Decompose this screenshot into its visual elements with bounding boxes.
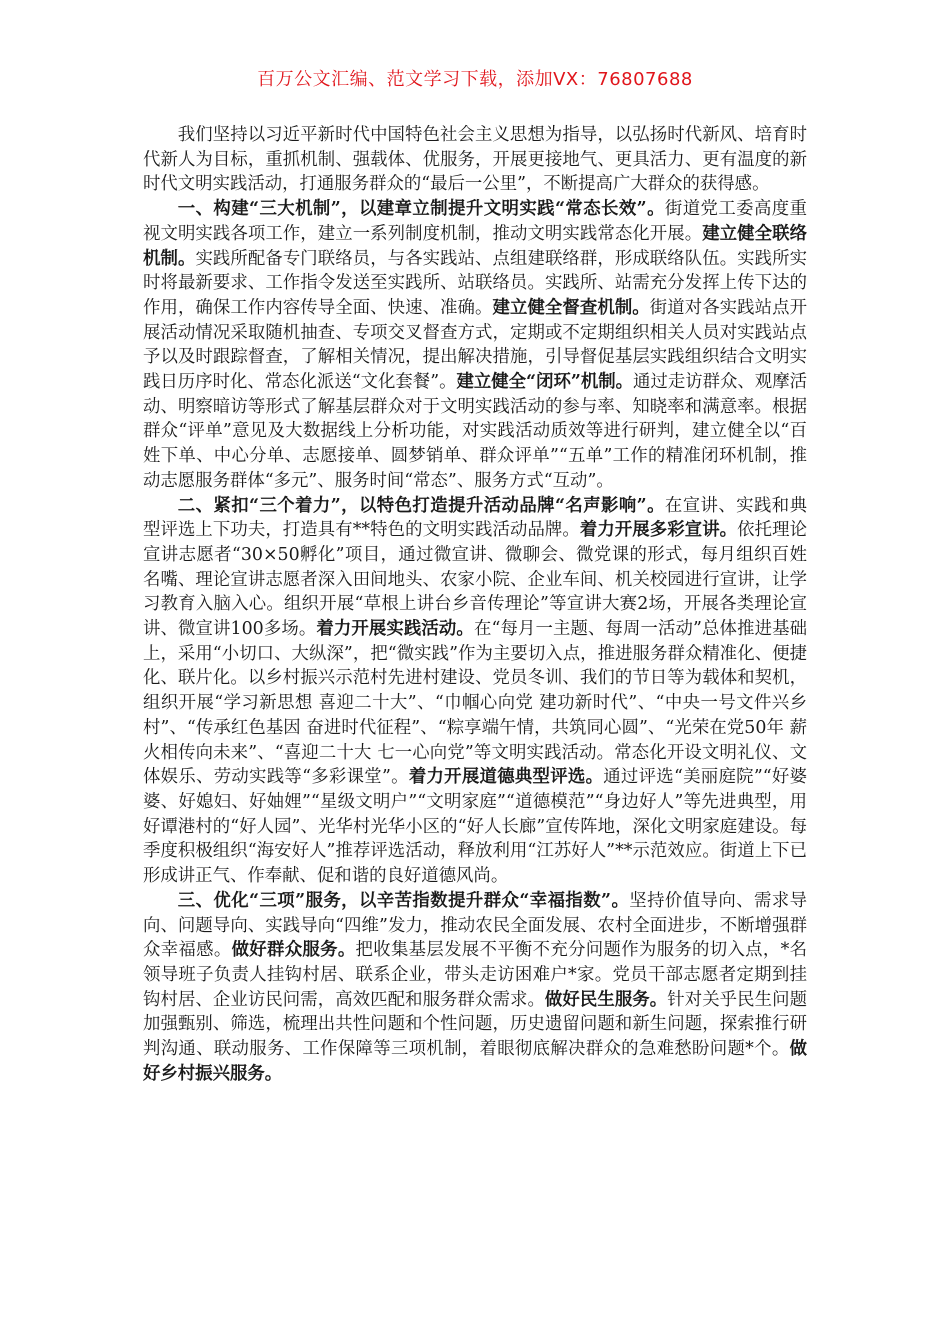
paragraph-section-2 bbox=[143, 494, 807, 889]
section-1-subheading-1: 建立健全联络机制。 bbox=[143, 223, 807, 269]
section-2-subheading-3: 着力开展道德典型评选。 bbox=[408, 767, 604, 788]
section-3-subheading-1: 做好群众服务。 bbox=[231, 940, 356, 961]
section-3-text: 针对关乎民生问题加强甄别、筛选，梳理出共性问题和个性问题，历史遗留问题和新生问题，探索推行研判沟通、联动服务、工作保障等三项机制，着眼彻底解决群众的急难愁盼问题*个。 bbox=[143, 989, 807, 1060]
section-2-subheading-1: 着力开展多彩宣讲。 bbox=[579, 520, 738, 541]
section-3-text: 坚持价值导向、需求导向、问题导向、实践导向“四维”发力，推动农民全面发展、农村全面进步，不断增强群众幸福感。 bbox=[143, 890, 807, 961]
section-3-heading: 三、优化“三项”服务，以辛苦指数提升群众“幸福指数”。 bbox=[177, 890, 630, 911]
section-1-heading: 一、构建“三大机制”，以建章立制提升文明实践“常态长效”。 bbox=[177, 199, 665, 220]
document-body bbox=[143, 123, 807, 1086]
section-2-text: 通过评选“美丽庭院”“好婆婆、好媳妇、好妯娌”“星级文明户”“文明家庭”“道德模范”“身边好人”等先进典型，用好谭港村的“好人园”、光华村光华小区的“好人长廊”宣传阵地，深化文明家庭建设。每季度积极组织“海安好人”推荐评选活动，释放利用“江苏好人”**示范效应。街道上下已形成讲正气、作奉献、促和谐的良好道德风尚。 bbox=[143, 767, 807, 887]
paragraph-section-1 bbox=[143, 197, 807, 493]
section-1-subheading-3: 建立健全“闭环”机制。 bbox=[456, 372, 634, 393]
section-3-subheading-2: 做好民生服务。 bbox=[544, 989, 668, 1010]
section-3-text: 把收集基层发展不平衡不充分问题作为服务的切入点，*名领导班子负责人挂钩村居、联系企业，带头走访困难户*家。党员干部志愿者定期到挂钩村居、企业访民问需，高效匹配和服务群众需求。 bbox=[143, 940, 807, 1010]
header-banner: 百万公文汇编、范文学习下载，添加VX：76807688 bbox=[257, 69, 693, 90]
section-2-text: 在“每月一主题、每周一活动”总体推进基础上，采用“小切口、大纵深”，把“微实践”作为主要切入点，推进服务群众精准化、便捷化、联片化。以乡村振兴示范村先进村建设、党员冬训、我们的节日等为载体和契机，组织开展“学习新思想 喜迎二十大”、“巾帼心向党 建功新时代”、“中央一号文件兴乡村”、“传承红色基因 奋进时代征程”、“粽享端午情，共筑同心圆”、“光荣在党50年 薪火相传向未来”、“喜迎二十大 七一心向党”等文明实践活动。常态化开设文明礼仪、文体娱乐、劳动实践等“多彩课堂”。 bbox=[143, 619, 807, 788]
section-3-subheading-3: 做好乡村振兴服务。 bbox=[143, 1039, 807, 1084]
section-1-text: 实践所配备专门联络员，与各实践站、点组建联络群，形成联络队伍。实践所实时将最新要求、工作指令发送至实践所、站联络员。实践所、站需充分发挥上传下达的作用，确保工作内容传导全面、快速、准确。 bbox=[143, 248, 807, 318]
intro-text: 我们坚持以习近平新时代中国特色社会主义思想为指导，以弘扬时代新风、培育时代新人为目标，重抓机制、强载体、优服务，开展更接地气、更具活力、更有温度的新时代文明实践活动，打通服务群众的“最后一公里”，不断提高广大群众的获得感。 bbox=[143, 125, 807, 195]
section-1-text: 街道党工委高度重视文明实践各项工作，建立一系列制度机制，推动文明实践常态化开展。 bbox=[143, 199, 807, 244]
paragraph-intro bbox=[143, 123, 807, 197]
section-2-text: 在宣讲、实践和典型评选上下功夫，打造具有**特色的文明实践活动品牌。 bbox=[143, 495, 807, 541]
section-1-subheading-2: 建立健全督查机制。 bbox=[492, 297, 650, 318]
section-1-text: 通过走访群众、观摩活动、明察暗访等形式了解基层群众对于文明实践活动的参与率、知晓率和满意率。根据群众“评单”意见及大数据线上分析功能，对实践活动质效等进行研判，建立健全以“百姓下单、中心分单、志愿接单、圆梦销单、群众评单”“五单”工作的精准闭环机制，推动志愿服务群体“多元”、服务时间“常态”、服务方式“互动”。 bbox=[143, 372, 807, 491]
section-2-subheading-2: 着力开展实践活动。 bbox=[316, 619, 474, 640]
section-2-heading: 二、紧扣“三个着力”，以特色打造提升活动品牌“名声影响”。 bbox=[177, 495, 665, 516]
paragraph-section-3 bbox=[143, 889, 807, 1087]
section-1-text: 街道对各实践站点开展活动情况采取随机抽查、专项交叉督查方式，定期或不定期组织相关人员对实践站点予以及时跟踪督查，了解相关情况，提出解决措施，引导督促基层实践组织结合文明实践日历序时化、常态化派送“文化套餐”。 bbox=[143, 297, 807, 393]
section-2-text: 依托理论宣讲志愿者“30×50孵化”项目，通过微宣讲、微聊会、微党课的形式，每月组织百姓名嘴、理论宣讲志愿者深入田间地头、农家小院、企业车间、机关校园进行宣讲，让学习教育入脑入心。组织开展“草根上讲台乡音传理论”等宣讲大赛2场，开展各类理论宣讲、微宣讲100多场。 bbox=[143, 520, 807, 640]
